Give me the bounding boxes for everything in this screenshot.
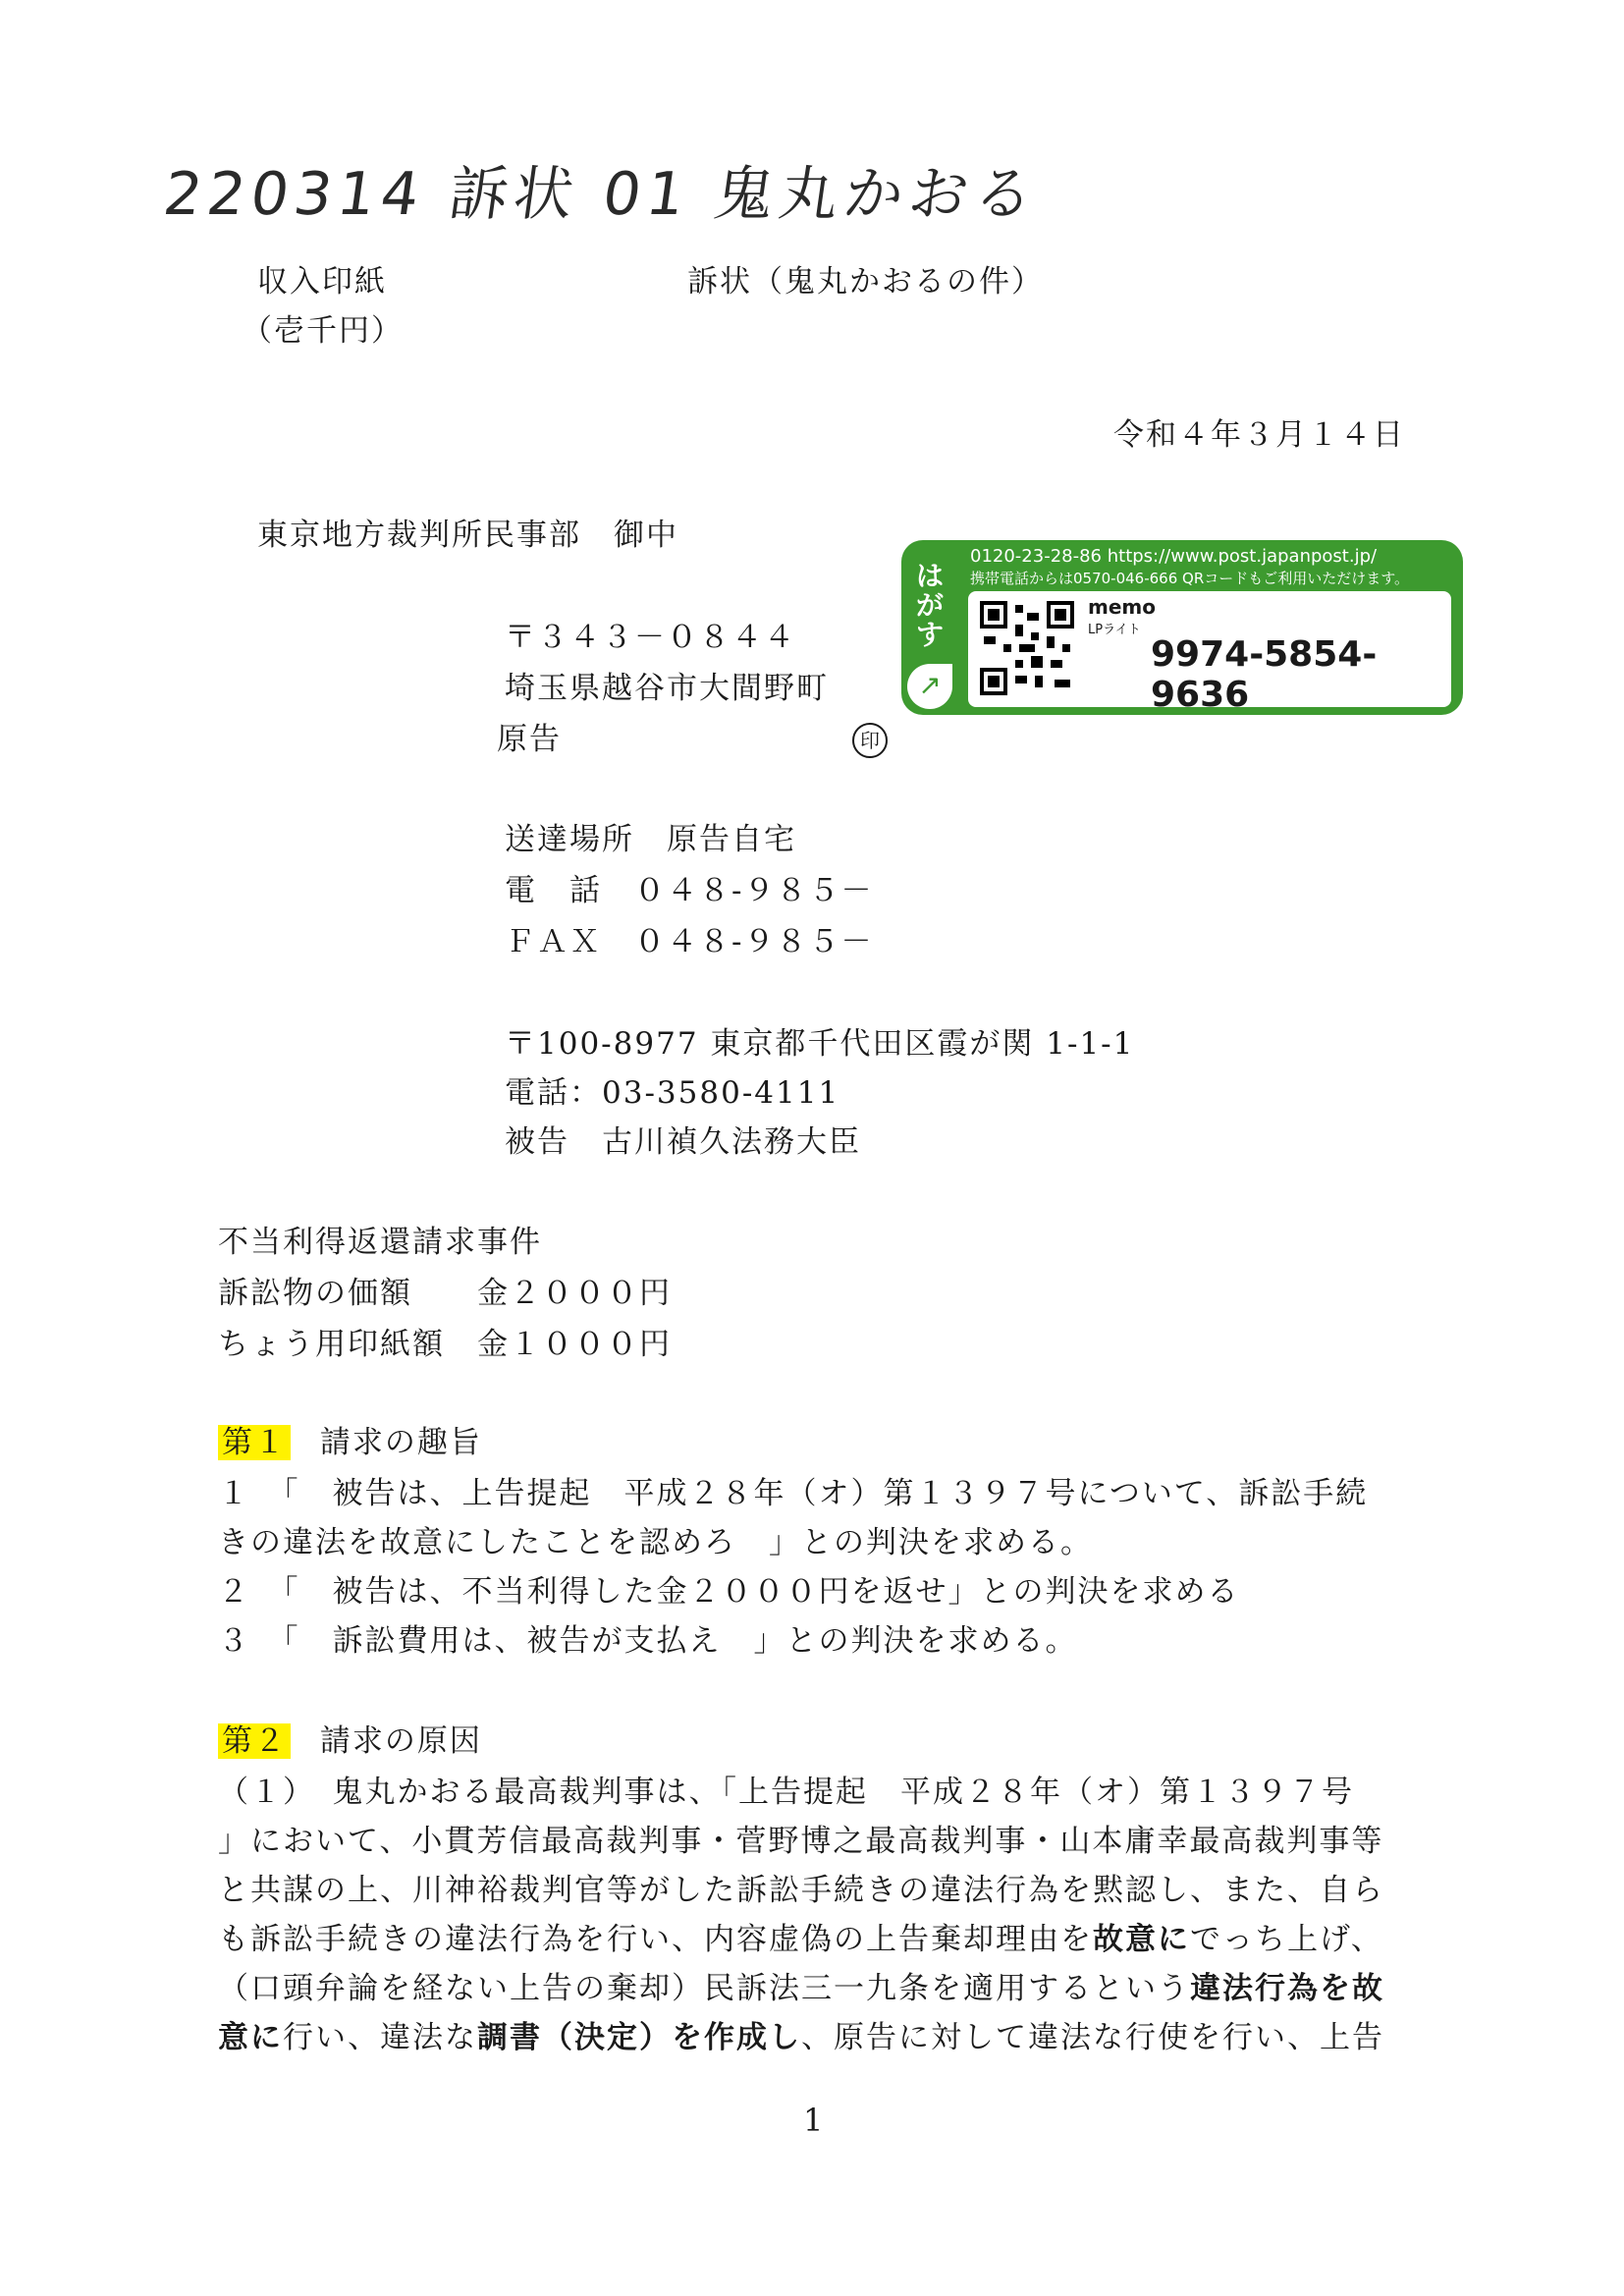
section2-line bbox=[218, 2015, 1384, 2060]
peel-tab[interactable] bbox=[901, 540, 958, 715]
section2-emphasis: 意に bbox=[218, 2020, 283, 2055]
postal-tracking-sticker bbox=[901, 540, 1463, 715]
section2-heading bbox=[218, 1719, 482, 1764]
peel-arrow-icon: ↗ bbox=[907, 664, 952, 709]
seal-text: 印 bbox=[860, 729, 880, 752]
qr-code-graphic bbox=[980, 601, 1074, 695]
tracking-number: 9974-5854-9636 bbox=[1151, 634, 1378, 715]
page-number: 1 bbox=[803, 2102, 824, 2139]
lp-label: LPライト bbox=[1088, 623, 1141, 637]
section2-number: 第２ bbox=[218, 1723, 291, 1759]
section1-line: きの違法を故意にしたことを認めろ 」との判決を求める。 bbox=[218, 1525, 1093, 1560]
section2-line: 」において、小貫芳信最高裁判事・菅野博之最高裁判事・山本庸幸最高裁判事等 bbox=[218, 1824, 1384, 1859]
plaintiff-seal-icon bbox=[852, 723, 888, 758]
plaintiff-label: 原告 bbox=[497, 722, 562, 757]
section2-emphasis: 調書（決定）を作成し bbox=[477, 2020, 801, 2055]
sticker-mobile-note: 携帯電話からは0570-046-666 QRコードもご利用いただけます。 bbox=[970, 570, 1410, 587]
section1-title: 請求の趣旨 bbox=[319, 1425, 482, 1460]
defendant-phone: 電話：03-3580-4111 bbox=[505, 1075, 840, 1111]
plaintiff-address: 埼玉県越谷市大間野町 bbox=[505, 671, 829, 706]
document-title: 訴状（鬼丸かおるの件） bbox=[687, 264, 1044, 300]
section1-line: ３ 「 訴訟費用は、被告が支払え 」との判決を求める。 bbox=[218, 1623, 1078, 1659]
section1-number: 第１ bbox=[218, 1425, 291, 1460]
handwritten-header: 220314 訴状 01 鬼丸かおる bbox=[159, 160, 1044, 229]
memo-label: memo bbox=[1088, 595, 1156, 619]
section2-line bbox=[218, 1966, 1384, 2011]
stamp-amount: （壱千円） bbox=[242, 313, 404, 349]
section2-line bbox=[218, 1917, 1383, 1962]
section2-title: 請求の原因 bbox=[319, 1723, 482, 1759]
service-place: 送達場所 原告自宅 bbox=[505, 822, 796, 857]
plaintiff-phone: 電 話 ０４８-９８５－ bbox=[505, 873, 874, 908]
defendant-address: 〒100-8977 東京都千代田区霞が関 1-1-1 bbox=[505, 1026, 1135, 1062]
section2-text: 行い、違法な bbox=[283, 2020, 477, 2055]
sticker-contact-line: 0120-23-28-86 https://www.post.japanpost.jp/ bbox=[970, 546, 1378, 567]
case-name: 不当利得返還請求事件 bbox=[218, 1225, 542, 1260]
section1-heading bbox=[218, 1420, 482, 1465]
plaintiff-fax: ＦＡＸ ０４８-９８５－ bbox=[505, 924, 874, 959]
section1-line: １ 「 被告は、上告提起 平成２８年（オ）第１３９７号について、訴訟手続 bbox=[218, 1476, 1369, 1511]
section2-emphasis: 違法行為を故 bbox=[1190, 1971, 1384, 2006]
section2-text: （口頭弁論を経ない上告の棄却）民訴法三一九条を適用するという bbox=[218, 1971, 1190, 2006]
section2-text: でっち上げ、 bbox=[1190, 1922, 1383, 1957]
section2-emphasis: 故意に bbox=[1093, 1922, 1190, 1957]
section2-line: と共謀の上、川神裕裁判官等がした訴訟手続きの違法行為を黙認し、また、自ら bbox=[218, 1873, 1384, 1908]
stamp-fee: ちょう用印紙額 金１０００円 bbox=[218, 1327, 672, 1362]
claim-value: 訴訟物の価額 金２０００円 bbox=[218, 1276, 672, 1311]
plaintiff-postal-code: 〒３４３－０８４４ bbox=[505, 620, 796, 655]
section2-text: も訴訟手続きの違法行為を行い、内容虚偽の上告棄却理由を bbox=[218, 1922, 1093, 1957]
sticker-card bbox=[968, 591, 1451, 715]
addressee: 東京地方裁判所民事部 御中 bbox=[257, 518, 678, 553]
qr-code-icon[interactable] bbox=[980, 601, 1074, 695]
defendant-name: 被告 古川禎久法務大臣 bbox=[505, 1124, 861, 1160]
peel-label: はがす bbox=[915, 560, 944, 651]
section2-line: （１） 鬼丸かおる最高裁判事は、「上告提起 平成２８年（オ）第１３９７号 bbox=[218, 1775, 1354, 1810]
section1-line: ２ 「 被告は、不当利得した金２０００円を返せ」との判決を求める bbox=[218, 1574, 1240, 1610]
stamp-label: 収入印紙 bbox=[257, 264, 387, 300]
document-date: 令和４年３月１４日 bbox=[1113, 417, 1405, 453]
section2-text: 、原告に対して違法な行使を行い、上告 bbox=[801, 2020, 1384, 2055]
